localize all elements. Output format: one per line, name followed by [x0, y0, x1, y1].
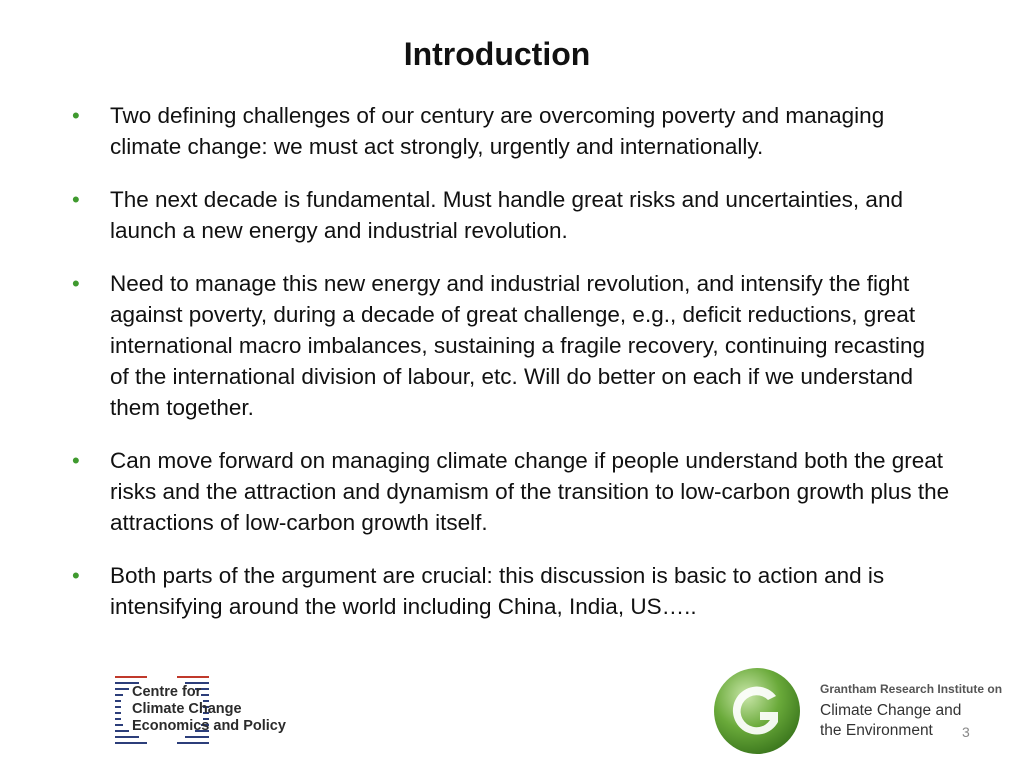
bullet-text: The next decade is fundamental. Must handle great risks and uncertainties, and launch a new energy and industrial revolution.: [110, 187, 903, 243]
grantham-logo-text: [820, 682, 1002, 741]
bullet-item: [70, 100, 950, 162]
grantham-g-logo-icon: [712, 666, 802, 756]
cccep-line-3: Economics and Policy: [132, 718, 286, 734]
cccep-line-2: Climate Change: [132, 701, 242, 717]
bullet-item: [70, 184, 950, 246]
bullet-text: Can move forward on managing climate change if people understand both the great risks and the attraction and dynamism of the transition to low-carbon growth plus the attractions of low-carbon growth itself.: [110, 448, 950, 535]
bullet-dot-icon: •: [72, 187, 80, 212]
cccep-logo-text: [132, 684, 286, 735]
bullet-dot-icon: •: [72, 563, 80, 588]
bullet-item: [70, 560, 950, 622]
grantham-line-3: the Environment: [820, 722, 933, 739]
slide-title: Introduction: [403, 36, 591, 72]
bullet-list: [70, 100, 950, 644]
bullet-item: [70, 268, 950, 423]
bullet-dot-icon: •: [72, 271, 80, 296]
bullet-text: Need to manage this new energy and industrial revolution, and intensify the fight against poverty, during a decade of great challenge, e.g., deficit reductions, great international macro imbalances, sustaining a fragile recovery, continuing recasting of the international division of labour, etc. Will do better on each if we understand them together.: [110, 271, 926, 420]
bullet-dot-icon: •: [72, 103, 80, 128]
bullet-dot-icon: •: [72, 448, 80, 473]
cccep-line-1: Centre for: [132, 684, 202, 700]
page-number: 3: [962, 724, 970, 740]
bullet-text: Two defining challenges of our century are overcoming poverty and managing climate change: we must act strongly, urgently and internationally.: [110, 103, 885, 159]
bullet-text: Both parts of the argument are crucial: this discussion is basic to action and is intensifying around the world including China, India, US…..: [110, 563, 885, 619]
grantham-line-2: Climate Change and: [820, 702, 962, 719]
grantham-line-1: Grantham Research Institute on: [820, 682, 1003, 696]
bullet-item: [70, 445, 950, 538]
